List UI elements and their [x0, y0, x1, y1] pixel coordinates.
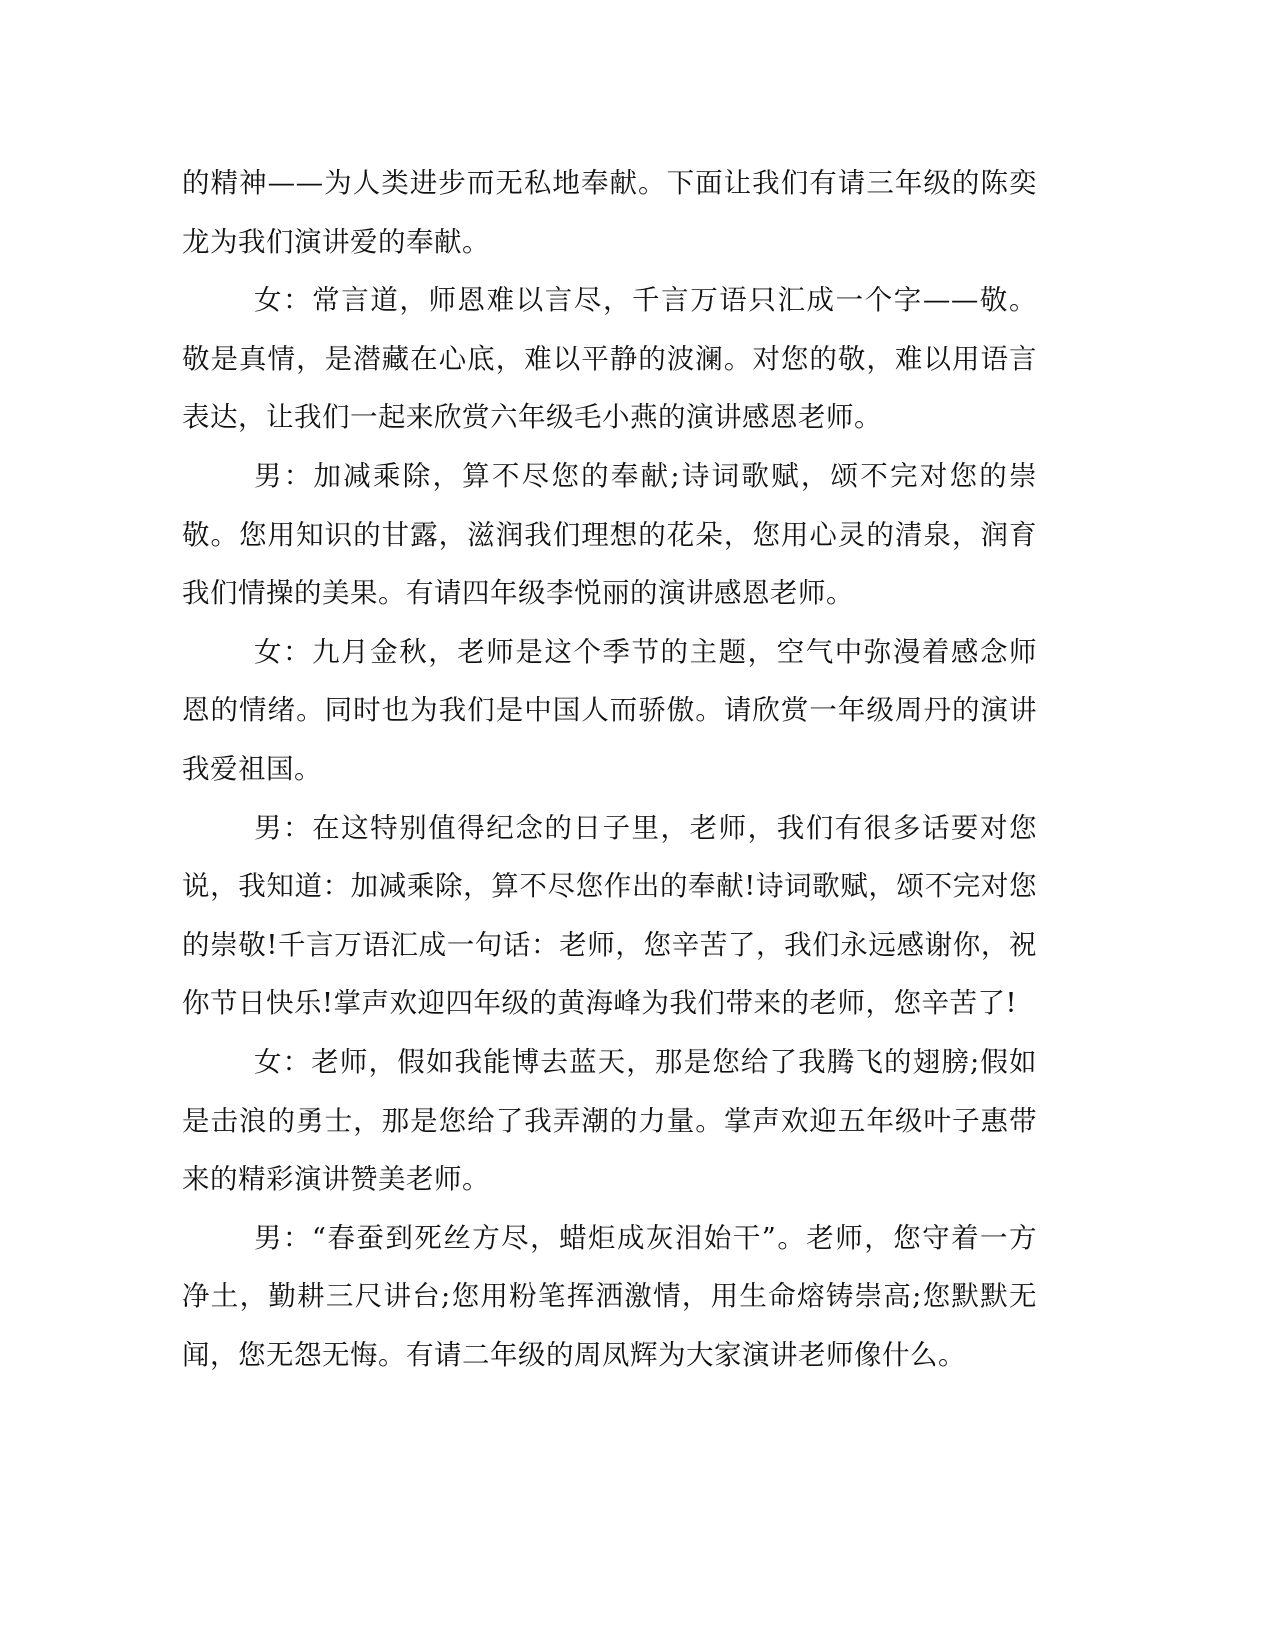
paragraph-5: 男：在这特别值得纪念的日子里，老师，我们有很多话要对您说，我知道：加减乘除，算不尽您作出的奉献!诗词歌赋，颂不完对您的崇敬!千言万语汇成一句话：老师，您辛苦了，我们永远感谢你，祝你节日快乐!掌声欢迎四年级的黄海峰为我们带来的老师，您辛苦了! — [182, 811, 1037, 1020]
paragraph-7: 男：“春蚕到死丝方尽，蜡炬成灰泪始干”。老师，您守着一方净土，勤耕三尺讲台;您用粉笔挥洒激情，用生命熔铸崇高;您默默无闻，您无怨无悔。有请二年级的周凤辉为大家演讲老师像什么。 — [182, 1221, 1037, 1371]
paragraph-6: 女：老师，假如我能博去蓝天，那是您给了我腾飞的翅膀;假如是击浪的勇士，那是您给了我弄潮的力量。掌声欢迎五年级叶子惠带来的精彩演讲赞美老师。 — [182, 1045, 1037, 1196]
document-page — [182, 154, 1037, 1384]
paragraph-1: 的精神——为人类进步而无私地奉献。下面让我们有请三年级的陈奕龙为我们演讲爱的奉献。 — [182, 167, 1037, 258]
paragraph-3: 男：加减乘除，算不尽您的奉献;诗词歌赋，颂不完对您的崇敬。您用知识的甘露，滋润我们理想的花朵，您用心灵的清泉，润育我们情操的美果。有请四年级李悦丽的演讲感恩老师。 — [182, 459, 1037, 610]
paragraph-2: 女：常言道，师恩难以言尽，千言万语只汇成一个字——敬。敬是真情，是潜藏在心底，难以平静的波澜。对您的敬，难以用语言表达，让我们一起来欣赏六年级毛小燕的演讲感恩老师。 — [182, 284, 1037, 434]
paragraph-4: 女：九月金秋，老师是这个季节的主题，空气中弥漫着感念师恩的情绪。同时也为我们是中国人而骄傲。请欣赏一年级周丹的演讲我爱祖国。 — [182, 635, 1037, 785]
